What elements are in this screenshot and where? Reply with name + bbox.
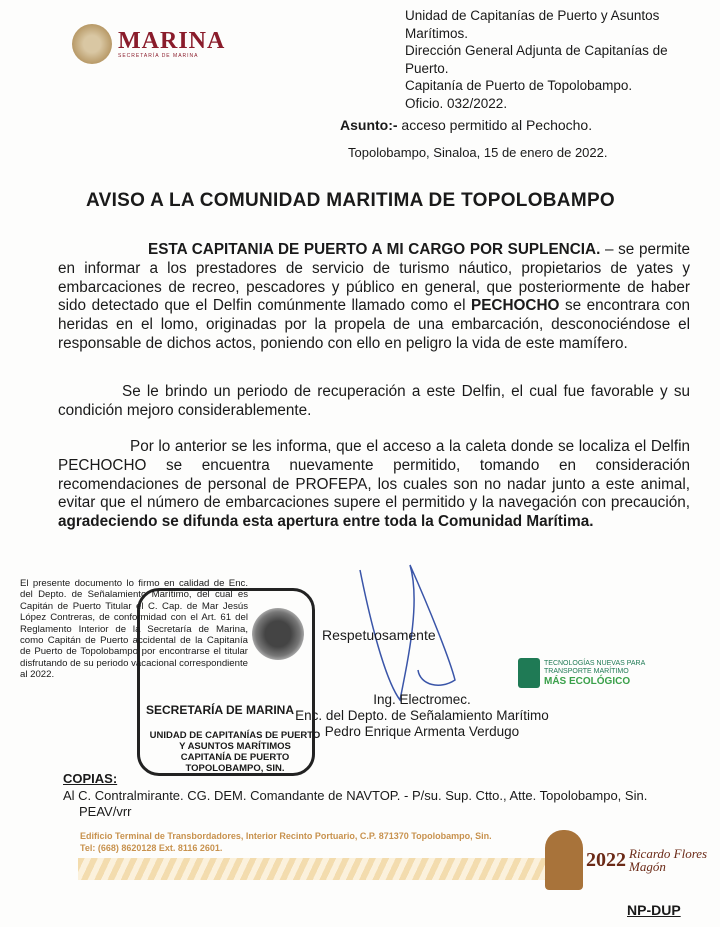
eco-line: TECNOLOGÍAS NUEVAS PARA bbox=[544, 659, 646, 667]
logo-subtitle: SECRETARÍA DE MARINA bbox=[118, 53, 199, 59]
subject-label: Asunto:- bbox=[340, 117, 398, 133]
header-block bbox=[405, 7, 705, 112]
header-line: Oficio. 032/2022. bbox=[405, 95, 508, 111]
paragraph-3 bbox=[58, 438, 690, 532]
copies-label: COPIAS: bbox=[63, 771, 118, 786]
p3-text: Por lo anterior se les informa, que el acceso a la caleta donde se localiza el Delfin PECHOCHO se encuentra nuevamente permitido, tomando en consideración recomendaciones de personal de PROFEPA, los cuales son no nadar junto a este animal, evitar que el número de embarcaciones supere el permitido y la navegación con precaución, bbox=[58, 438, 690, 512]
marina-logo bbox=[72, 24, 225, 64]
stamp-text bbox=[140, 730, 330, 774]
portrait-icon bbox=[545, 830, 583, 890]
date-line: Topolobampo, Sinaloa, 15 de enero de 2022. bbox=[348, 145, 608, 160]
copies-block bbox=[63, 788, 647, 820]
dolphin-name: PECHOCHO bbox=[471, 297, 560, 315]
subject-text: acceso permitido al Pechocho. bbox=[397, 117, 593, 133]
substitution-note: El presente documento lo firmo en calidad de Enc. del Depto. de Señalamiento Marítimo, del cual es Capitán de Puerto Titular el C. Cap. de Mar Jesús López Contreras, de conformidad con el Art. 61 del Reglamento Interior de la Secretaría de Marina, como Capitán de Puerto accidental de la Capitanía de Puerto de Topolobampo por encontrarse el titular disfrutando de su periodo vacacional correspondiente al 2022. bbox=[20, 578, 248, 681]
header-line: Unidad de Capitanías de Puerto y Asuntos Marítimos. bbox=[405, 8, 660, 41]
stamp-line: CAPITANÍA DE PUERTO bbox=[180, 752, 290, 763]
paragraph-2: Se le brindo un periodo de recuperación a este Delfin, el cual fue favorable y su condición mejoro considerablemente. bbox=[58, 383, 690, 419]
stamp-line: Y ASUNTOS MARÍTIMOS bbox=[179, 741, 291, 752]
national-seal-icon bbox=[72, 24, 112, 64]
header-line: Dirección General Adjunta de Capitanías de Puerto. bbox=[405, 43, 668, 76]
stamp-seal-icon bbox=[252, 608, 304, 660]
p1-bold: ESTA CAPITANIA DE PUERTO A MI CARGO POR SUPLENCIA. bbox=[148, 241, 601, 258]
decorative-band bbox=[78, 858, 548, 880]
eco-line: TRANSPORTE MARÍTIMO bbox=[544, 667, 629, 675]
signer-position: Enc. del Depto. de Señalamiento Marítimo bbox=[295, 708, 549, 723]
flores-magon-logo bbox=[545, 830, 707, 890]
name-line: Ricardo Flores bbox=[629, 846, 708, 861]
name-line: Magón bbox=[629, 859, 666, 874]
address: Edificio Terminal de Transbordadores, Interior Recinto Portuario, C.P. 871370 Topolobampo, Sin. bbox=[80, 831, 492, 841]
header-line: Capitanía de Puerto de Topolobampo. bbox=[405, 78, 633, 93]
p1-text-end: se encontrara con heridas en el lomo, originadas por la propela de una embarcación, desconociéndose el responsable de dichos actos, poniendo con ello en peligro la vida de este mamífero. bbox=[58, 297, 690, 352]
year: 2022 bbox=[586, 848, 626, 871]
closing: Respetuosamente bbox=[322, 627, 436, 643]
subject bbox=[340, 117, 592, 133]
ship-icon bbox=[518, 658, 540, 688]
eco-line: MÁS ECOLÓGICO bbox=[544, 675, 631, 687]
p1-text: – se permite en informar a los prestadores de servicio de turismo náutico, propietarios de yates y embarcaciones de recreo, pescadores y público en general, que posteriormente de haber sido detectado que el Delfin comúnmente llamado como el bbox=[58, 241, 690, 315]
document-title: AVISO A LA COMUNIDAD MARITIMA DE TOPOLOBAMPO bbox=[86, 190, 616, 211]
initials: PEAV/vrr bbox=[79, 804, 132, 819]
document-code: NP-DUP bbox=[627, 902, 681, 918]
phone: Tel: (668) 8620128 Ext. 8116 2601. bbox=[80, 843, 223, 853]
stamp-title: SECRETARÍA DE MARINA bbox=[146, 703, 295, 717]
eco-logo bbox=[518, 658, 645, 688]
logo-name: MARINA bbox=[118, 28, 226, 54]
p3-bold: agradeciendo se difunda esta apertura entre toda la Comunidad Marítima. bbox=[58, 513, 594, 531]
copy-recipient: Al C. Contralmirante. CG. DEM. Comandante de NAVTOP. - P/su. Sup. Ctto., Atte. Topolobampo, Sin. bbox=[63, 788, 648, 803]
stamp-line: UNIDAD DE CAPITANÍAS DE PUERTO bbox=[149, 730, 321, 741]
footer-address bbox=[80, 830, 492, 854]
signer-title: Ing. Electromec. bbox=[373, 692, 471, 707]
stamp-line: TOPOLOBAMPO, SIN. bbox=[185, 763, 285, 774]
paragraph-1 bbox=[58, 241, 690, 354]
signer-name: Pedro Enrique Armenta Verdugo bbox=[324, 724, 520, 739]
